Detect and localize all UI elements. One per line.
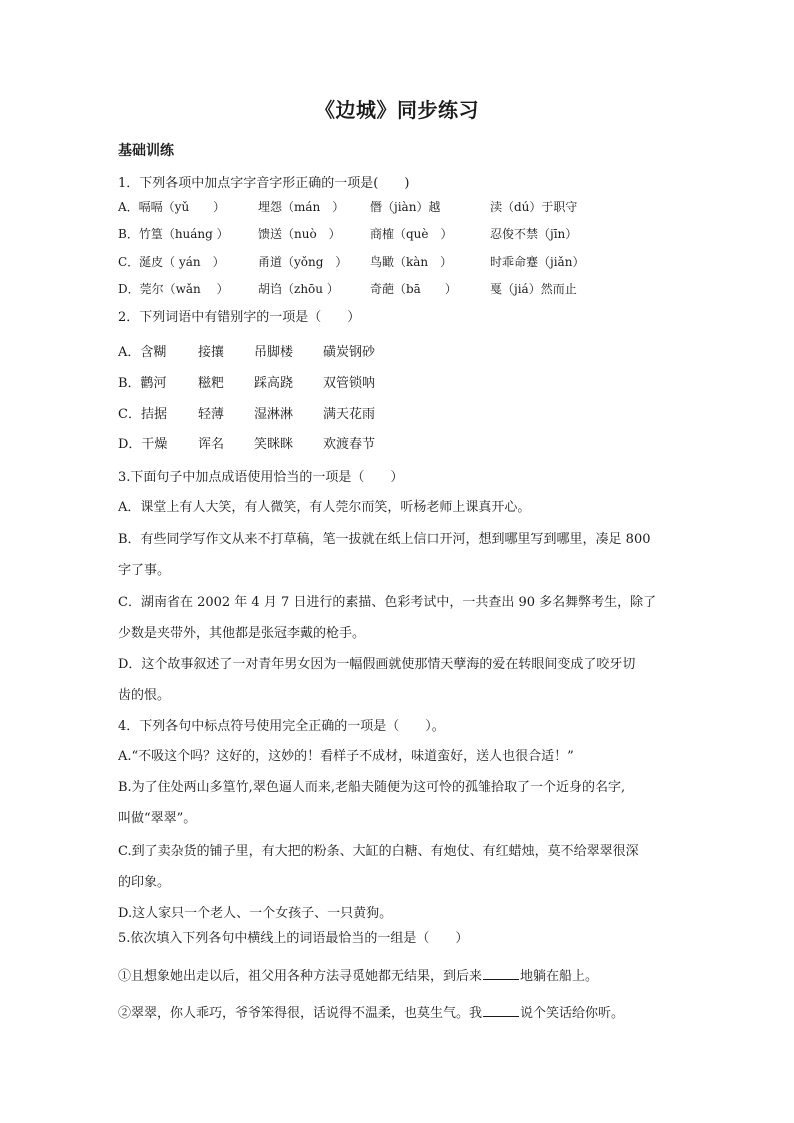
option-d-item-4: 戛（jiá）然而止 [490, 282, 577, 296]
option-b-item-4: 忍俊不禁（jīn） [490, 227, 578, 241]
question-2-option-d [118, 433, 518, 451]
q2-a-word-3: 吊脚楼 [254, 345, 294, 360]
q2-b-word-3: 踩高跷 [254, 376, 294, 391]
question-3-stem: 3.下面句子中加点成语使用恰当的一项是（ ） [118, 470, 404, 485]
sentence-2-before-blank: ②翠翠，你人乖巧，爷爷笨得很，话说得不温柔，也莫生气。我 [118, 1006, 483, 1021]
question-4-option-b-line-2: 叫做“翠翠”。 [118, 811, 197, 826]
q2-c-word-4: 满天花雨 [323, 407, 376, 422]
question-4-option-c-line-2: 的印象。 [118, 875, 171, 890]
question-5-sentence-1 [118, 965, 598, 984]
option-a-item-2: 埋怨（mán ） [258, 200, 345, 214]
question-3-option-b-line-1: B．有些同学写作文从来不打草稿，笔一拔就在纸上信口开河，想到哪里写到哪里，凑足 800 [118, 532, 651, 547]
option-c-item-3: 鸟瞰（kàn ） [370, 255, 453, 269]
question-1-stem: 1．下列各项中加点字字音字形正确的一项是( ) [118, 176, 410, 191]
option-d-item-3: 奇葩（bā ） [370, 282, 457, 296]
question-2-stem: 2．下列词语中有错别字的一项是（ ） [118, 310, 361, 325]
page-title: 《边城》同步练习 [315, 98, 479, 122]
q2-a-word-4: 磺炭钢砂 [323, 345, 376, 360]
question-4-option-d: D.这人家只一个老人、一个女孩子、一只黄狗。 [118, 906, 393, 921]
question-4-option-a: A.“不吸这个吗？这好的，这妙的！看样子不成材，味道蛮好，送人也很合适！” [118, 749, 574, 764]
q2-b-word-2: 糍粑 [198, 376, 225, 391]
q2-d-word-2: 诨名 [198, 437, 225, 452]
question-2-option-b [118, 372, 518, 390]
option-a-item-4: 渎（dú）于职守 [490, 200, 578, 214]
option-c-item-4: 时乖命蹇（jiǎn） [490, 255, 585, 269]
question-1-option-d [118, 280, 618, 298]
q2-d-word-3: 笑眯眯 [254, 437, 294, 452]
option-a-item-1: A．嗝嗝（yǔ ） [118, 200, 226, 214]
question-2-option-c [118, 403, 518, 421]
q2-c-word-2: 轻薄 [198, 407, 225, 422]
q2-b-word-1: B．鹳河 [118, 376, 167, 391]
question-3-option-d-line-2: 齿的恨。 [118, 688, 171, 703]
question-3-option-c-line-2: 少数是夹带外，其他都是张冠李戴的枪手。 [118, 626, 366, 641]
question-1-option-b [118, 225, 618, 243]
q2-d-word-1: D．干燥 [118, 437, 168, 452]
fill-blank-2 [483, 1004, 519, 1017]
option-b-item-3: 商榷（què ） [370, 227, 453, 241]
option-c-item-1: C．涎皮（ yán ） [118, 255, 225, 269]
question-1-option-a [118, 198, 618, 216]
question-5-stem: 5.依次填入下列各句中横线上的词语最恰当的一组是（ ） [118, 931, 469, 946]
q2-c-word-1: C．拮据 [118, 407, 167, 422]
q2-d-word-4: 欢渡春节 [323, 437, 376, 452]
section-heading: 基础训练 [118, 143, 174, 159]
question-3-option-a: A．课堂上有人大笑，有人微笑，有人莞尔而笑，听杨老师上课真开心。 [118, 500, 531, 515]
question-3-option-c-line-1: C．湖南省在 2002 年 4 月 7 日进行的素描、色彩考试中，一共查出 90 多名舞弊考生，除了 [118, 595, 657, 610]
sentence-1-before-blank: ①且想象她出走以后，祖父用各种方法寻觅她都无结果，到后来 [118, 969, 483, 984]
question-4-option-b-line-1: B.为了住处两山多篁竹,翠色逼人而来,老船夫随便为这可怜的孤雏拾取了一个近身的名字, [118, 780, 626, 795]
q2-a-word-1: A．含糊 [118, 345, 167, 360]
question-5-sentence-2 [118, 1002, 624, 1021]
q2-b-word-4: 双管锁呐 [323, 376, 376, 391]
question-4-option-c-line-1: C.到了卖杂货的铺子里，有大把的粉条、大缸的白糖、有炮仗、有红蜡烛，莫不给翠翠很深 [118, 844, 639, 859]
question-1-option-c [118, 253, 618, 271]
q2-c-word-3: 湿淋淋 [254, 407, 294, 422]
option-b-item-1: B．竹篁（huáng ） [118, 227, 229, 241]
sentence-2-after-blank: 说个笑话给你听。 [520, 1006, 625, 1021]
option-c-item-2: 甬道（yǒng ） [258, 255, 348, 269]
question-3-option-d-line-1: D．这个故事叙述了一对青年男女因为一幅假画就使那情天孽海的爱在转眼间变成了咬牙切 [118, 657, 636, 672]
option-d-item-1: D．莞尔（wǎn ） [118, 282, 229, 296]
q2-a-word-2: 接攘 [198, 345, 225, 360]
question-2-option-a [118, 341, 518, 359]
question-3-option-b-line-2: 字了事。 [118, 563, 171, 578]
option-b-item-2: 馈送（nuò ） [258, 227, 341, 241]
option-d-item-2: 胡诌（zhōu ） [258, 282, 339, 296]
fill-blank-1 [483, 967, 519, 980]
option-a-item-3: 僭（jiàn）越 [370, 200, 441, 214]
sentence-1-after-blank: 地躺在船上。 [520, 969, 599, 984]
question-4-stem: 4．下列各句中标点符号使用完全正确的一项是（ ）。 [118, 719, 445, 734]
